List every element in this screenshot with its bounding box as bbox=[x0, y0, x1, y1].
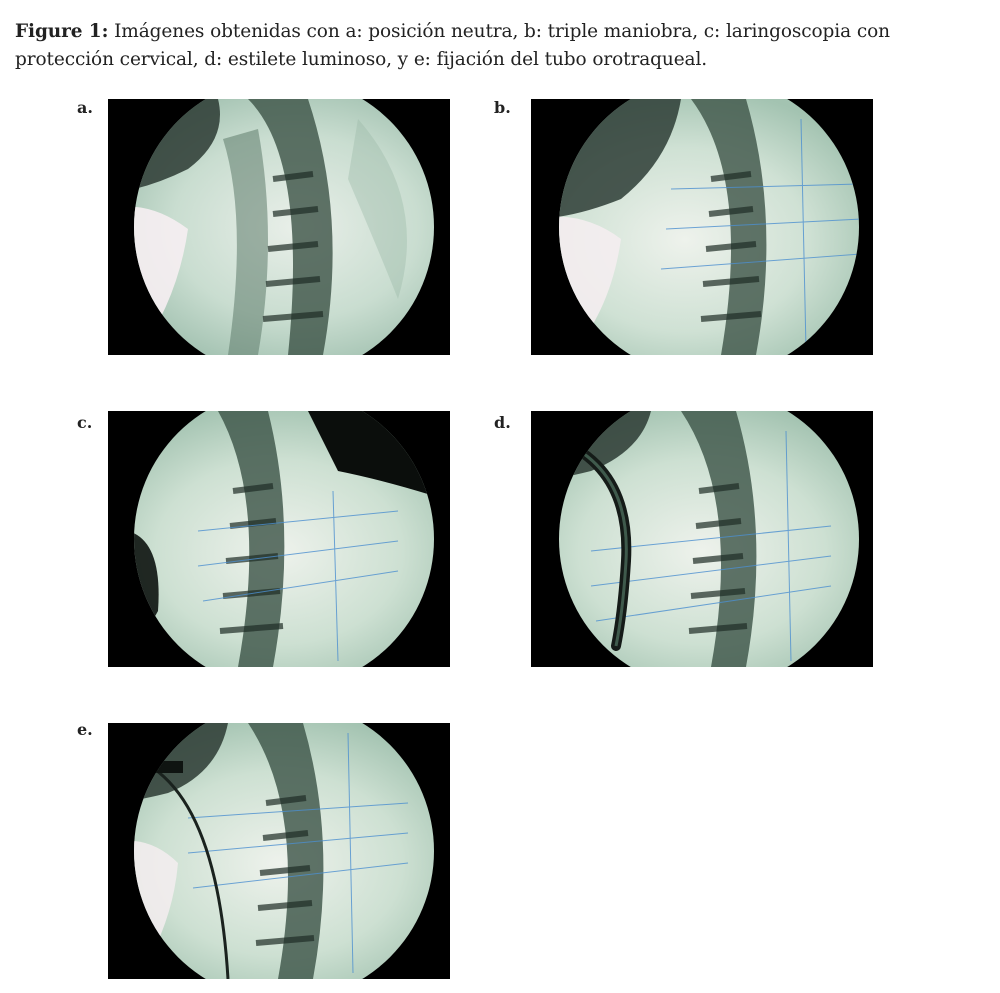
xray-image-d bbox=[531, 411, 873, 667]
xray-image-a bbox=[108, 99, 450, 355]
xray-image-b bbox=[531, 99, 873, 355]
xray-image-e bbox=[108, 723, 450, 979]
panel-label-e: e. bbox=[77, 720, 93, 739]
panel-label-b: b. bbox=[494, 98, 511, 117]
panel-label-c: c. bbox=[77, 413, 93, 432]
figure-caption-lead: Figure 1: bbox=[15, 21, 109, 42]
panel-label-a: a. bbox=[77, 98, 93, 117]
panel-label-d: d. bbox=[494, 413, 511, 432]
figure-caption bbox=[15, 18, 975, 74]
figure-caption-text: Imágenes obtenidas con a: posición neutra, b: triple maniobra, c: laringoscopia con protección cervical, d: estilete luminoso, y e: fijación del tubo orotraqueal. bbox=[15, 21, 890, 70]
xray-image-c bbox=[108, 411, 450, 667]
